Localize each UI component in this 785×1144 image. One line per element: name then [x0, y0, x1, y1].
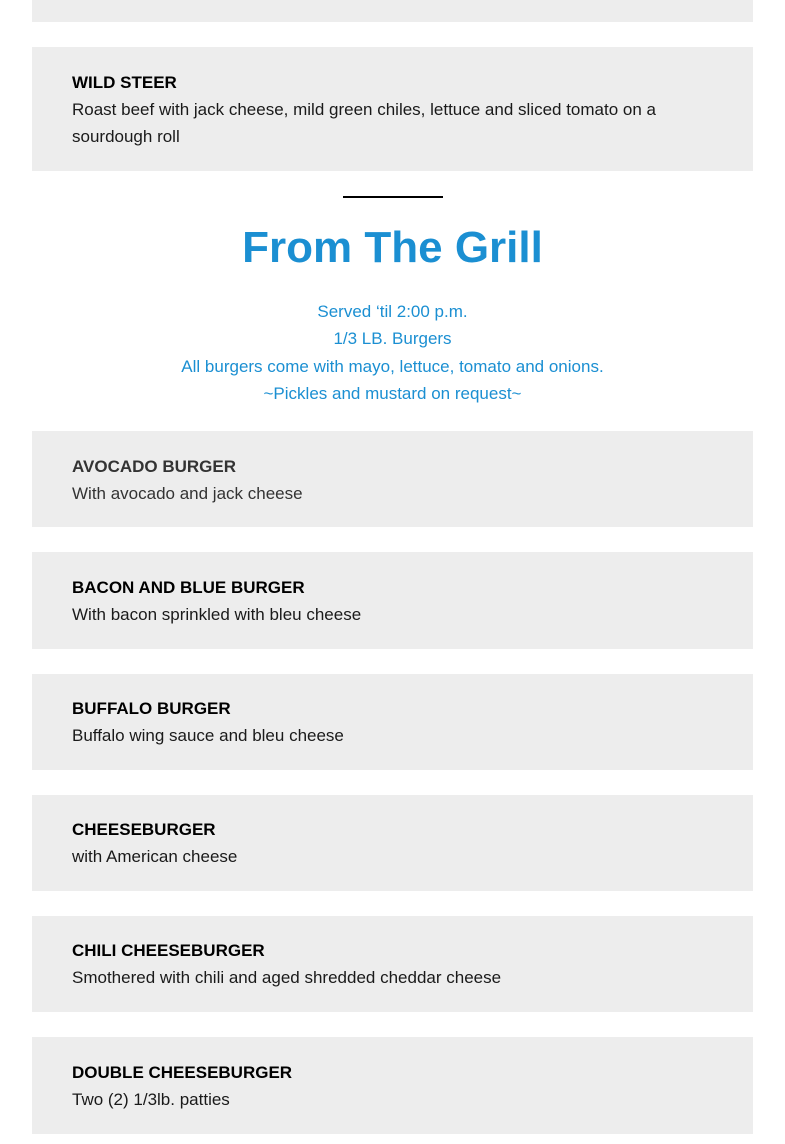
section-note-toppings: All burgers come with mayo, lettuce, tomato and onions. [181, 356, 604, 376]
section-note-request: ~Pickles and mustard on request~ [263, 383, 522, 403]
menu-item-card [32, 674, 753, 770]
previous-menu-item-card [32, 0, 753, 22]
section-divider [343, 196, 443, 198]
menu-item-description: with American cheese [72, 847, 238, 866]
section-note-hours: Served ‘til 2:00 p.m. [317, 302, 468, 321]
menu-item-description: Roast beef with jack cheese, mild green chiles, lettuce and sliced tomato on a [72, 100, 656, 119]
menu-item-card [32, 552, 753, 649]
section-title: From The Grill [242, 223, 543, 272]
menu-item-name: BACON AND BLUE BURGER [72, 578, 305, 597]
menu-item-description: With bacon sprinkled with bleu cheese [72, 605, 362, 624]
menu-item-description: Buffalo wing sauce and bleu cheese [72, 726, 344, 745]
menu-item-description: With avocado and jack cheese [72, 484, 303, 503]
menu-item-name: AVOCADO BURGER [72, 457, 237, 476]
menu-item-name: WILD STEER [72, 73, 177, 92]
menu-item-description-continued: sourdough roll [72, 127, 180, 146]
menu-item-name: CHILI CHEESEBURGER [72, 941, 265, 960]
menu-item-card [32, 47, 753, 171]
menu-item-description: Two (2) 1/3lb. patties [72, 1090, 230, 1109]
menu-item-card [32, 1037, 753, 1134]
menu-item-card [32, 795, 753, 891]
menu-item-name: DOUBLE CHEESEBURGER [72, 1063, 293, 1082]
section-note-size: 1/3 LB. Burgers [333, 329, 452, 349]
menu-item-description: Smothered with chili and aged shredded cheddar cheese [72, 968, 502, 987]
menu-item-name: BUFFALO BURGER [72, 699, 231, 718]
menu-item-card [32, 431, 753, 527]
section-notes [0, 298, 785, 407]
menu-item-name: CHEESEBURGER [72, 820, 216, 839]
menu-item-card [32, 916, 753, 1012]
